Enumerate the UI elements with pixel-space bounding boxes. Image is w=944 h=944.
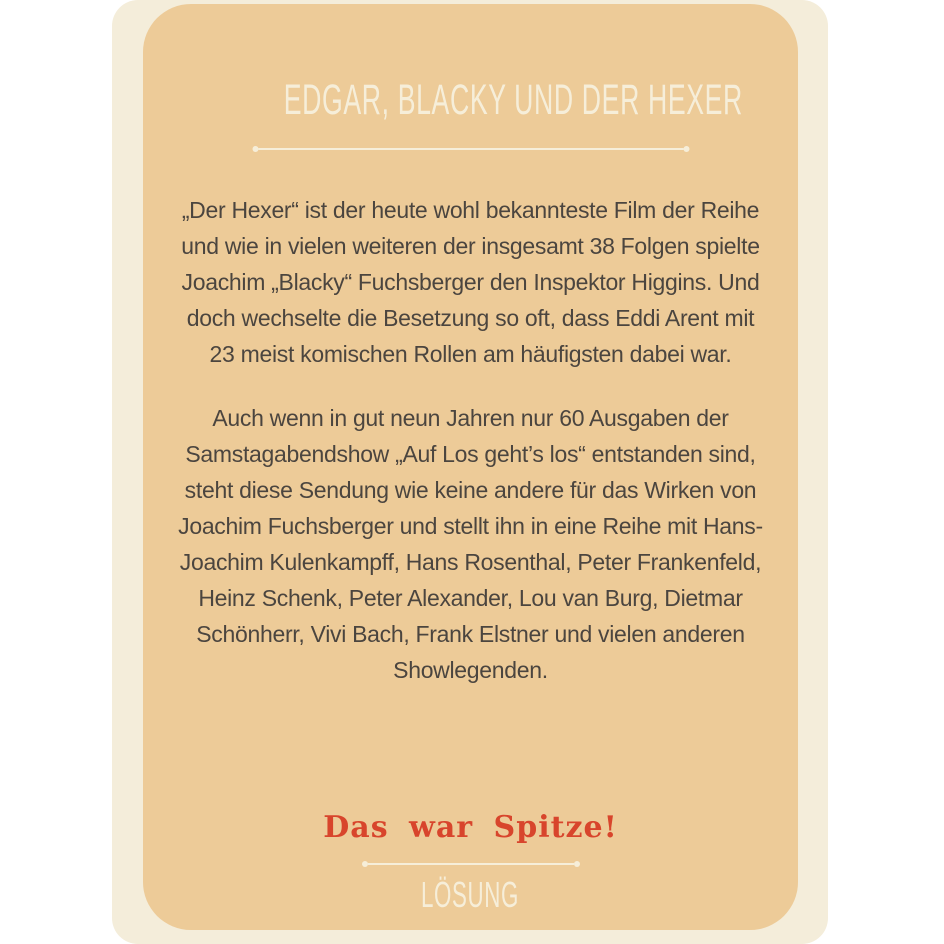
paragraph-line: Showlegenden. [393,657,548,683]
answer-heading: Das war Spitze! [323,810,618,845]
solution-divider [362,861,580,867]
paragraph-line: Samstagabendshow „Auf Los geht’s los“ entstanden sind, [185,441,756,467]
divider-right-dot [683,146,689,152]
solution-label-text: LÖSUNG [421,874,520,915]
title-divider [252,146,689,152]
quiz-answer-card [143,4,798,930]
paragraph-line: „Der Hexer“ ist der heute wohl bekannteste Film der Reihe [181,197,760,223]
paragraph-line: Joachim Kulenkampff, Hans Rosenthal, Peter Frankenfeld, [179,549,762,575]
divider-line [258,148,683,150]
paragraph-line: Joachim Fuchsberger und stellt ihn in eine Reihe mit Hans- [178,513,763,539]
paragraph-line: und wie in vielen weiteren der insgesamt 38 Folgen spielte [181,233,760,259]
solution-section-label [143,874,798,916]
paragraph-line: steht diese Sendung wie keine andere für das Wirken von [184,477,757,503]
body-paragraph-1 [151,192,791,372]
paragraph-line: doch wechselte die Besetzung so oft, dass Eddi Arent mit [186,305,755,331]
paragraph-line: Heinz Schenk, Peter Alexander, Lou van Burg, Dietmar [198,585,743,611]
paragraph-line: Schönherr, Vivi Bach, Frank Elstner und vielen anderen [196,621,745,647]
divider-line [368,863,574,865]
divider-right-dot [574,861,580,867]
card-title-text: EDGAR, BLACKY UND DER HEXER [283,76,743,124]
paragraph-line: 23 meist komischen Rollen am häufigsten dabei war. [209,341,732,367]
body-paragraph-2 [151,400,791,688]
card-title [143,76,798,125]
paragraph-line: Auch wenn in gut neun Jahren nur 60 Ausgaben der [212,405,729,431]
paragraph-line: Joachim „Blacky“ Fuchsberger den Inspektor Higgins. Und [181,269,760,295]
